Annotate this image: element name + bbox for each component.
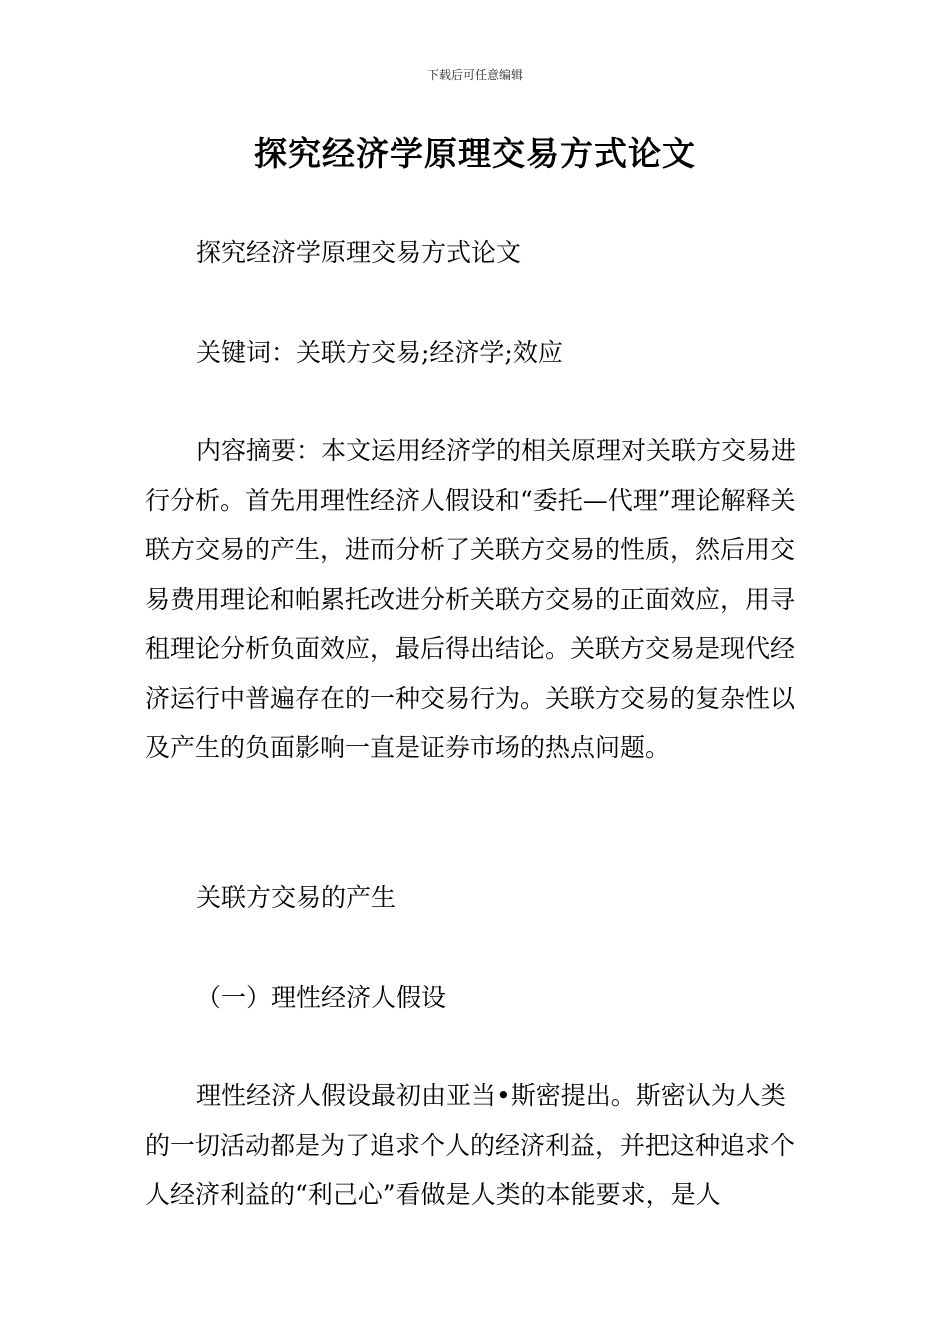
keywords-text: 关键词：关联方交易;经济学;效应	[196, 338, 563, 367]
document-title: 探究经济学原理交易方式论文	[254, 134, 696, 173]
section-heading	[145, 873, 810, 923]
section-heading-text: 关联方交易的产生	[196, 883, 397, 912]
body-paragraph	[145, 1071, 810, 1220]
page-header-note: 下载后可任意编辑	[426, 68, 523, 82]
subsection-heading-text: （一）理性经济人假设	[196, 983, 447, 1012]
subtitle-text: 探究经济学原理交易方式论文	[196, 238, 522, 267]
abstract-text: 内容摘要：本文运用经济学的相关原理对关联方交易进行分析。首先用理性经济人假设和“委托—代理”理论解释关联方交易的产生，进而分析了关联方交易的性质，然后用交易费用理论和帕累托改进分析关联方交易的正面效应，用寻租理论分析负面效应，最后得出结论。关联方交易是现代经济运行中普遍存在的一种交易行为。关联方交易的复杂性以及产生的负面影响一直是证券市场的热点问题。	[145, 436, 797, 762]
document-subtitle	[145, 228, 810, 278]
paragraph-text: 理性经济人假设最初由亚当•斯密提出。斯密认为人类的一切活动都是为了追求个人的经济利益，并把这种追求个人经济利益的“利己心”看做是人类的本能要求，是人	[145, 1081, 796, 1209]
subsection-heading	[196, 973, 861, 1023]
abstract-paragraph	[145, 426, 810, 773]
keywords-line	[145, 328, 810, 378]
